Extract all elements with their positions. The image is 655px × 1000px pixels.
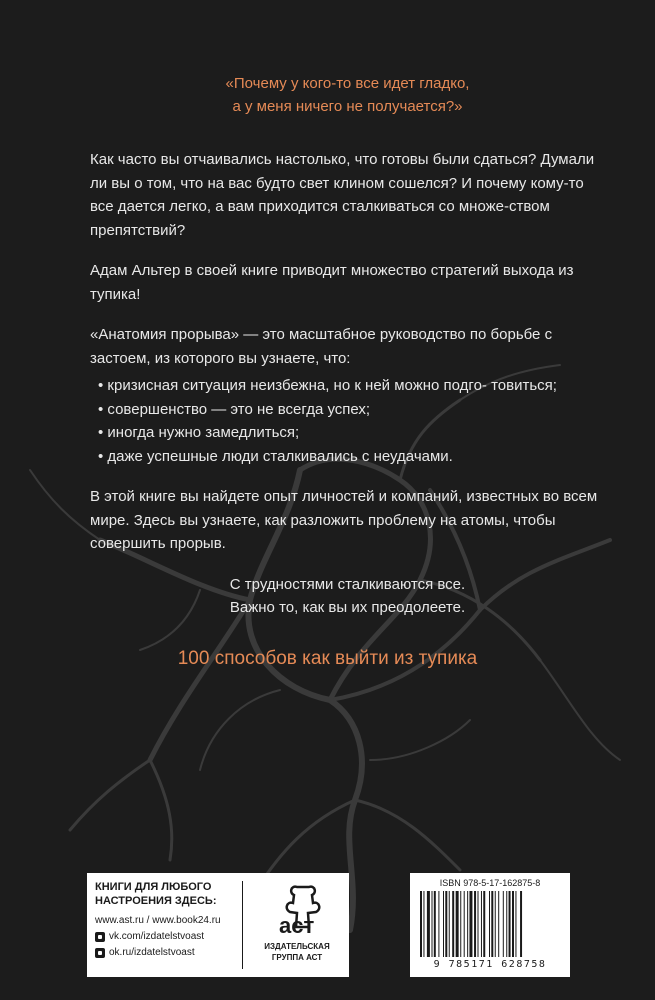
barcode-bar [452,891,454,957]
barcode-bar [467,891,468,957]
barcode-bar [503,891,504,957]
closing-line-1: С трудностями сталкиваются все. [229,575,466,593]
barcode-bar [474,891,476,957]
promo-divider [242,881,243,969]
promo-links [95,913,221,961]
barcode-bar [509,891,511,957]
barcode-icon [418,891,562,959]
barcode-bar [423,891,424,957]
bullet-item: • иногда нужно замедлиться; [98,421,605,445]
barcode-bar [427,891,430,957]
websites-text: www.ast.ru / www.book24.ru [95,915,221,926]
quote-line-2: а у меня ничего не получается?» [232,98,463,115]
barcode-bar [443,891,444,957]
ok-text: ok.ru/izdatelstvoast [109,947,195,958]
back-cover-text [90,72,605,620]
paragraph-3: «Анатомия прорыва» — это масштабное руководство по борьбе с застоем, из которого вы узнаете, что: [90,326,553,367]
barcode-bar [481,891,482,957]
vk-text: vk.com/izdatelstvoast [109,931,205,942]
ok-link[interactable] [95,945,221,961]
ok-icon [95,948,105,958]
barcode-bar [445,891,447,957]
barcode-bar [432,891,433,957]
barcode-number: 9 785171 628758 [433,959,547,970]
paragraph-4: В этой книге вы найдете опыт личностей и компаний, известных во всем мире. Здесь вы узнаете, как разложить проблему на атомы, чтобы совершить прорыв. [90,488,598,552]
publisher-line-1: ИЗДАТЕЛЬСКАЯ [264,942,330,951]
websites-link[interactable] [95,913,221,929]
paragraph-1: Как часто вы отчаивались настолько, что готовы были сдаться? Думали ли вы о том, что на вас будто свет клином сошелся? И почему кому-то все дается легко, а вам приходится сталкиваться со множе-ством препятствий? [90,151,595,239]
promo-heading-line-1: КНИГИ ДЛЯ ЛЮБОГО [95,881,212,893]
barcode-bar [506,891,507,957]
barcode-bar [469,891,472,957]
barcode-bar [483,891,485,957]
barcode-bar [434,891,436,957]
bullet-list [98,374,605,468]
barcode-bar [498,891,499,957]
barcode-bar [449,891,450,957]
barcode-bar [460,891,461,957]
slogan: 100 способов как выйти из тупика [177,648,478,669]
barcode-bar [491,891,493,957]
barcode-bar [438,891,439,957]
paragraph-2: Адам Альтер в своей книге приводит множество стратегий выхода из тупика! [90,262,574,303]
barcode-bar [515,891,516,957]
closing-lines [90,573,605,620]
barcode-bar [495,891,496,957]
promo-heading-line-2: НАСТРОЕНИЯ ЗДЕСЬ: [95,895,217,907]
logo-text: аст [279,913,315,938]
barcode-bar [456,891,459,957]
barcode-bar [512,891,514,957]
publisher-promo-box [87,873,349,977]
bullet-item: • кризисная ситуация неизбежна, но к ней можно подго- товиться; [98,374,605,398]
bullet-item: • даже успешные люди сталкивались с неудачами. [98,445,605,469]
opening-quote [90,72,605,118]
barcode-bar [520,891,522,957]
barcode-box [410,873,570,977]
barcode-bar [478,891,479,957]
quote-line-1: «Почему у кого-то все идет гладко, [225,75,470,92]
publisher-name [247,941,347,963]
closing-line-2: Важно то, как вы их преодолеете. [229,599,466,616]
barcode-bar [420,891,422,957]
promo-heading [95,880,216,908]
publisher-line-2: ГРУППА АСТ [271,953,323,962]
vk-icon [95,932,105,942]
isbn-text: ISBN 978-5-17-162875-8 [439,878,541,888]
bullet-item: • совершенство — это не всегда успех; [98,398,605,422]
barcode-bar [489,891,490,957]
barcode-bar [464,891,465,957]
vk-link[interactable] [95,929,221,945]
